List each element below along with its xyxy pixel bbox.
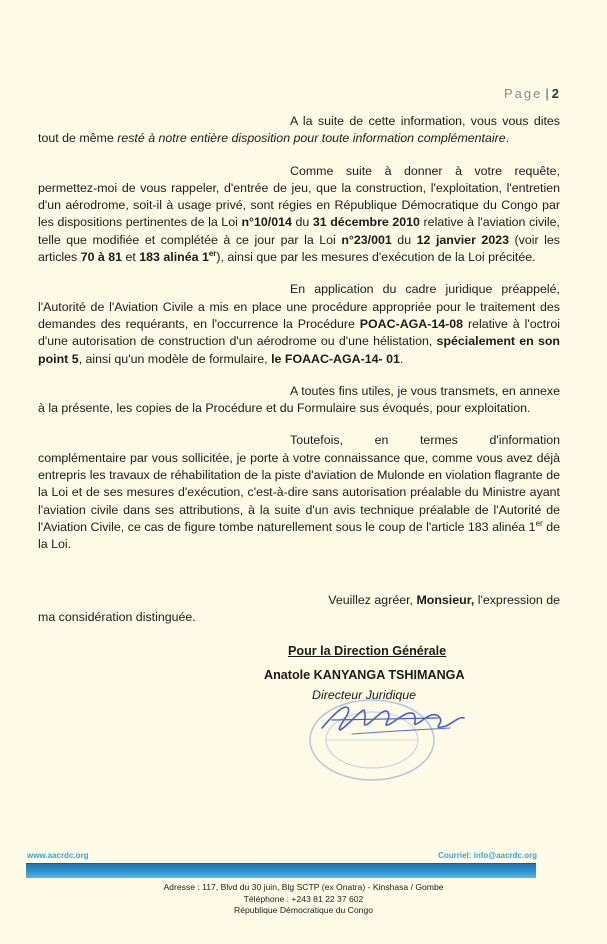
text-run: 183 alinéa 1 [139,250,209,265]
text-run: . [399,351,404,366]
body-paragraph [38,383,560,418]
closing-text-start: Veuillez agréer, [328,593,417,607]
footer-address-line: Adresse : 117, Blvd du 30 juin, Blg SCTP (ex Onatra) - Kinshasa / Gombe [163,882,444,892]
text-run: En application du cadre juridique préappelé, l'Autorité de l'Aviation Civile a mis en place une procédure appropriée pour le traitement des demandes des requérants, en l'occurrence la Procédure [38,282,560,331]
signature-direction: Pour la Direction Générale [288,644,447,658]
page-number-value: 2 [551,86,559,101]
footer-address [0,882,607,917]
text-run: point 5 [38,351,79,366]
text-run: POAC-AGA-14-08 [359,316,464,331]
footer-band [26,863,536,878]
body-paragraph [38,113,560,148]
text-run: du [391,232,417,247]
signatory-name: Anatole KANYANGA TSHIMANGA [264,668,465,682]
body-paragraph [38,163,560,267]
text-run: le [271,351,282,366]
text-run: (voir les articles [38,232,560,265]
text-run: 12 janvier 2023 [416,232,509,247]
body-paragraph [38,281,560,367]
text-run: . [505,131,510,146]
text-run: resté à notre entière disposition pour toute information complémentaire [117,131,506,146]
footer-contacts [0,851,607,863]
text-run: 31 décembre 2010 [312,215,420,230]
body-paragraph [38,432,560,553]
footer-phone: Téléphone : +243 81 22 37 602 [243,893,364,904]
text-run: FOAAC-AGA-14- 01 [284,351,400,366]
text-run: Comme suite à donner à votre requête, permettez-moi de vous rappeler, d'entrée de jeu, que la construction, l'exploitation, l'entretien d'un aérodrome, soit-il à usage privé, sont régies en République Démocratique du Congo par les dispositions pertinentes de la Loi [38,163,560,230]
text-run: n°10/014 [241,215,292,230]
closing-text-end: l'expression de [474,593,560,607]
handwritten-signature [318,694,468,744]
text-run: ), ainsi que par les mesures d'exécution de la Loi précitée. [216,250,536,265]
text-run: de la Loi. [38,519,560,552]
text-run: , ainsi qu'un modèle de formulaire, [78,351,272,366]
text-run: A toutes fins utiles, je vous transmets, en annexe à la présente, les copies de la Procédure et du Formulaire sus évoqués, pour exploitation. [38,383,560,416]
text-run: n°23/001 [341,232,392,247]
letter-body [38,113,560,554]
text-run: et [122,250,140,265]
text-run: er [208,248,217,258]
page-label: Page [504,86,543,101]
closing-text-line2: ma considération distinguée. [38,610,196,625]
footer-website[interactable]: www.aacrdc.org [27,851,89,860]
text-run: relative à l'aviation civile, telle que modifiée et complétée à ce jour par la Loi [38,215,560,247]
text-run: A la suite de cette information, vous vous dites tout de même [38,114,560,146]
text-run: du [291,215,313,230]
text-run: spécialement en son [436,334,561,349]
text-run: er [535,518,543,528]
signatory-title: Directeur Juridique [312,688,416,702]
closing-formula [38,592,560,627]
closing-salutation: Monsieur, [416,593,475,607]
page-number: Page | 2 [504,86,559,101]
footer-country: République Démocratique du Congo [233,905,374,916]
footer-email[interactable]: Courriel: info@aacrdc.org [438,851,537,860]
text-run: relative à l'octroi d'une autorisation de construction d'un aérodrome ou d'une hélistation, [38,316,560,349]
text-run: 70 à 81 [80,250,123,265]
text-run: Toutefois, en termes d'information complémentaire par vous sollicitée, je porte à votre connaissance que, comme vous avez déjà entrepris les travaux de réhabilitation de la piste d'aviation de Mulonde en violation flagrante de la Loi et de ses mesures d'exécution, c'est-à-dire sans autorisation préalable du Ministre ayant l'aviation civile dans ses attributions, à la suite d'un avis technique préalable de l'Autorité de l'Aviation Civile, ce cas de figure tombe naturellement sous le coup de l'article 183 alinéa 1 [38,433,560,534]
